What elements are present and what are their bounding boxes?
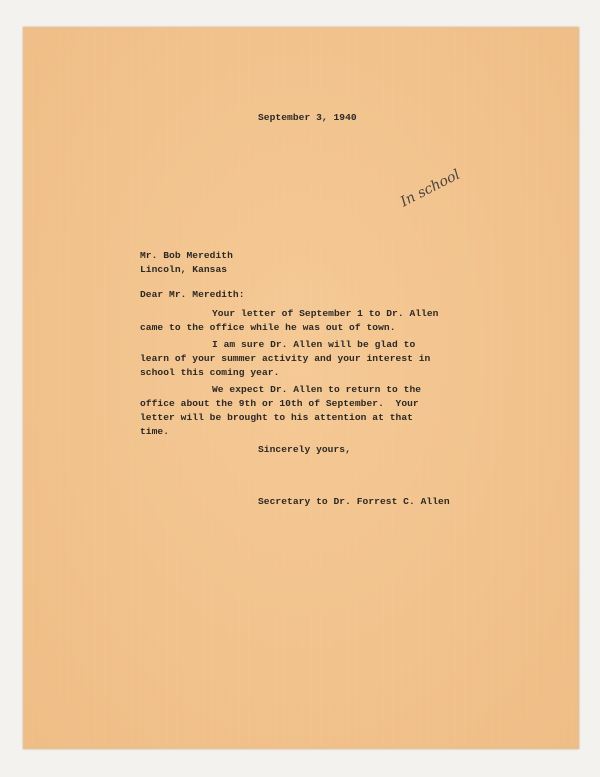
- letter-date: September 3, 1940: [258, 112, 357, 123]
- recipient-name: Mr. Bob Meredith: [140, 250, 233, 261]
- paragraph-line: Your letter of September 1 to Dr. Allen: [212, 308, 439, 319]
- closing: Sincerely yours,: [258, 444, 351, 455]
- recipient-address: Lincoln, Kansas: [140, 264, 228, 275]
- salutation: Dear Mr. Meredith:: [140, 289, 245, 300]
- paragraph-line: We expect Dr. Allen to return to the: [212, 384, 422, 395]
- handwritten-annotation: In school: [398, 166, 463, 211]
- paragraph-line: came to the office while he was out of town.: [140, 322, 396, 333]
- paragraph-line: I am sure Dr. Allen will be glad to: [212, 339, 416, 350]
- paragraph-line: time.: [140, 426, 170, 437]
- paragraph-line: office about the 9th or 10th of September. Your: [140, 398, 419, 409]
- paragraph-line: school this coming year.: [140, 367, 280, 378]
- paragraph-line: letter will be brought to his attention at that: [140, 412, 413, 423]
- paragraph-line: learn of your summer activity and your interest in: [140, 353, 431, 364]
- signature-block: Secretary to Dr. Forrest C. Allen: [258, 496, 450, 507]
